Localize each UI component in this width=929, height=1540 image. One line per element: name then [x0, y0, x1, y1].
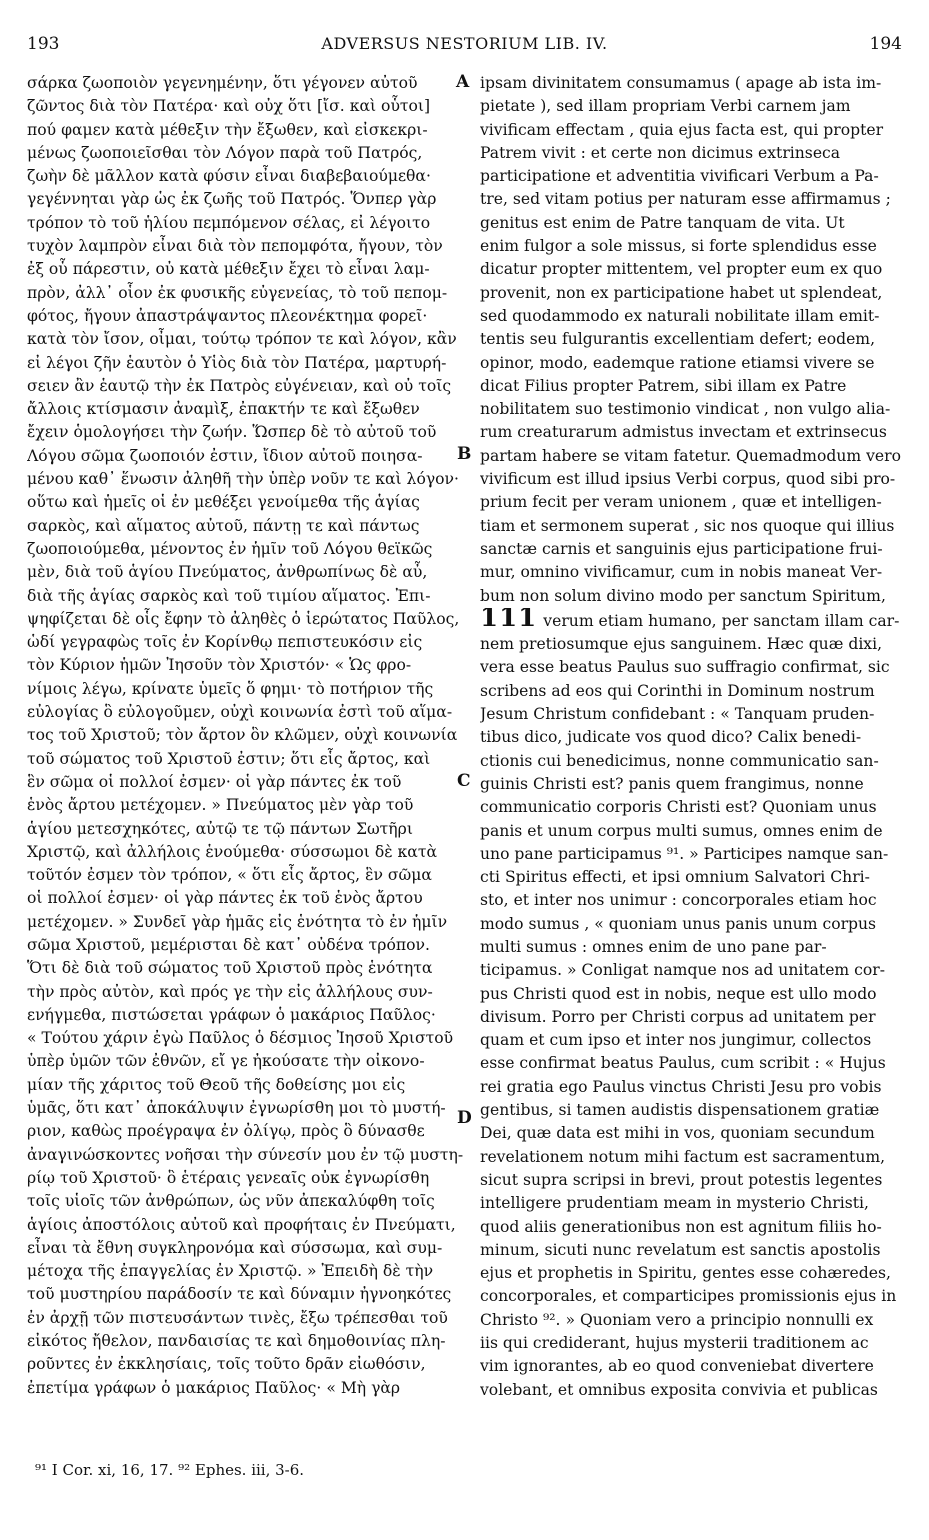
latin-text-line: ctionis cui benedicimus, nonne communicatio san-: [480, 751, 879, 770]
greek-text-line: ἀναγινώσκοντες νοῆσαι τὴν σύνεσίν μου ἐν τῷ μυστη-: [27, 1145, 464, 1164]
latin-text-line: sicut supra scripsi in brevi, prout potestis legentes: [480, 1170, 883, 1189]
greek-text-line: τος τοῦ Χριστοῦ; τὸν ἄρτον ὃν κλῶμεν, οὐχὶ κοινωνία: [27, 726, 458, 745]
greek-text-line: σειεν ἂν ἑαυτῷ τὴν ἐκ Πατρὸς εὐγένειαν, καὶ οὐ τοῖς: [27, 376, 452, 395]
margin-marker-d: D: [457, 1108, 472, 1128]
greek-text-line: μίαν τῆς χάριτος τοῦ Θεοῦ τῆς δοθείσης μοι εἰς: [27, 1075, 406, 1094]
greek-text-line: ἔχειν ὁμολογήσει τὴν ζωήν. Ὥσπερ δὲ τὸ αὐτοῦ τοῦ: [27, 423, 437, 442]
latin-text-line: ipsam divinitatem consumamus ( apage ab ista im-: [480, 74, 882, 92]
greek-text-line: οἱ πολλοί ἐσμεν· οἱ γὰρ πάντες ἐκ τοῦ ἑνὸς ἄρτου: [27, 889, 423, 908]
latin-text-line: nem pretiosumque ejus sanguinem. Hæc quæ dixi,: [480, 635, 883, 654]
greek-text-line: μετέχομεν. » Συνδεῖ γὰρ ἡμᾶς εἰς ἑνότητα τὸ ἐν ἡμῖν: [27, 912, 448, 931]
latin-text-line: nobilitatem suo testimonio vindicat , non vulgo alia-: [480, 400, 891, 419]
greek-text-line: πρὸν, ἀλλ᾽ οἷον ἐκ φυσικῆς εὐγενείας, τὸ τοῦ πεπομ-: [27, 283, 448, 302]
greek-text-line: τοῦτόν ἐσμεν τὸν τρόπον, « ὅτι εἷς ἄρτος, ἓν σῶμα: [27, 866, 432, 885]
page-number-right: 194: [869, 34, 902, 54]
greek-text-line: Λόγου σῶμα ζωοποιόν ἐστιν, ἴδιον αὐτοῦ ποιησα-: [27, 446, 423, 465]
greek-text-line: ὑπὲρ ὑμῶν τῶν ἐθνῶν, εἴ γε ἠκούσατε τὴν οἰκονο-: [27, 1052, 425, 1071]
latin-text-line: volebant, et omnibus exposita convivia et publicas: [480, 1380, 878, 1399]
greek-text-line: ἐξ οὗ πάρεστιν, οὐ κατὰ μέθεξιν ἔχει τὸ εἶναι λαμ-: [27, 260, 430, 279]
latin-text-line: esse confirmat beatus Paulus, cum scribit : « Hujus: [480, 1054, 886, 1073]
greek-text-line: τοῖς υἱοῖς τῶν ἀνθρώπων, ὡς νῦν ἀπεκαλύφθη τοῖς: [27, 1192, 435, 1211]
greek-text-line: νίμοις λέγω, κρίνατε ὑμεῖς ὅ φημι· τὸ ποτήριον τῆς: [27, 679, 434, 698]
greek-text-line: ὡδί γεγραφὼς τοῖς ἐν Κορίνθῳ πεπιστευκόσιν εἰς: [27, 633, 423, 652]
greek-text-line: Ὅτι δὲ διὰ τοῦ σώματος τοῦ Χριστοῦ πρὸς ἑνότητα: [27, 959, 433, 978]
greek-text-line: ψηφίζεται δὲ οἷς ἔφην τὸ ἀληθὲς ὁ ἱερώτατος Παῦλος,: [27, 609, 460, 628]
greek-text-line: σάρκα ζωοποιὸν γεγενημένην, ὅτι γέγονεν αὐτοῦ: [27, 74, 418, 92]
greek-text-line: διὰ τῆς ἁγίας σαρκὸς καὶ τοῦ τιμίου αἵματος. Ἐπι-: [27, 586, 431, 605]
latin-text-line: communicatio corporis Christi est? Quoniam unus: [480, 798, 877, 817]
greek-text-line: τυχὸν λαμπρὸν εἶναι διὰ τὸν πεπομφότα, ἤγουν, τὸν: [27, 237, 443, 256]
latin-text-line: quod aliis generationibus non est agnitum filiis ho-: [480, 1217, 882, 1236]
greek-text-line: Χριστῷ, καὶ ἀλλήλοις ἑνούμεθα· σύσσωμοι δὲ κατὰ: [27, 842, 437, 861]
greek-text-line: εἰκότος ἤθελον, πανδαισίας τε καὶ δημοθοινίας πλη-: [27, 1332, 446, 1351]
greek-text-line: μένου καθ᾽ ἕνωσιν ἀληθῆ τὴν ὑπὲρ νοῦν τε καὶ λόγον·: [27, 470, 459, 489]
latin-text-line: minum, sicuti nunc revelatum est sanctis apostolis: [480, 1240, 881, 1259]
greek-text-line: μένως ζωοποιεῖσθαι τὸν Λόγον παρὰ τοῦ Πατρός,: [27, 143, 423, 162]
footnotes: ⁹¹ I Cor. xi, 16, 17. ⁹² Ephes. iii, 3-6.: [35, 1461, 305, 1479]
latin-text-line: sed quodammodo ex naturali nobilitate illam emit-: [480, 306, 880, 325]
greek-text-column: [27, 72, 471, 1400]
greek-text-line: ἐπετίμα γράφων ὁ μακάριος Παῦλος· « Μὴ γὰρ: [27, 1378, 401, 1397]
latin-text-line: provenit, non ex participatione habet ut splendeat,: [480, 283, 883, 302]
greek-text-line: ἄλλοις κτίσμασιν ἀναμὶξ, ἐπακτήν τε καὶ ἔξωθεν: [27, 400, 420, 419]
latin-text-line: tre, sed vitam potius per naturam esse affirmamus ;: [480, 190, 891, 209]
latin-text-line: sanctæ carnis et sanguinis ejus participatione frui-: [480, 539, 883, 558]
margin-marker-b: B: [457, 444, 472, 464]
greek-text-line: εὐλογίας ὃ εὐλογοῦμεν, οὐχὶ κοινωνία ἐστὶ τοῦ αἵμα-: [27, 703, 453, 722]
latin-text-line: sto, et inter nos unimur : concorporales etiam hoc: [480, 891, 877, 910]
latin-text-line: scribens ad eos qui Corinthi in Dominum nostrum: [480, 681, 875, 700]
greek-text-line: ριον, καθὼς προέγραψα ἐν ὀλίγῳ, πρὸς ὃ δύνασθε: [27, 1122, 425, 1141]
latin-text-line: modo sumus , « quoniam unus panis unum corpus: [480, 914, 877, 933]
latin-text-line: partam habere se vitam fatetur. Quemadmodum vero: [480, 446, 901, 465]
greek-text-line: ἐν ἀρχῇ τῶν πιστευσάντων τινὲς, ἔξω τρέπεσθαι τοῦ: [27, 1308, 448, 1327]
running-title: ADVERSUS NESTORIUM LIB. IV.: [321, 34, 608, 53]
greek-text-line: σαρκὸς, καὶ αἵματος αὐτοῦ, πάντῃ τε καὶ πάντως: [27, 516, 420, 535]
text-line-content: verum etiam humano, per sanctam illam car-: [543, 611, 900, 630]
greek-text-line: σῶμα Χριστοῦ, μεμέρισται δὲ κατ᾽ οὐδένα τρόπον.: [27, 935, 430, 954]
latin-text-line: tentis seu fulgurantis excellentiam defert; eodem,: [480, 330, 876, 349]
latin-text-line: vivificam effectam , quia ejus facta est, qui propter: [480, 120, 884, 139]
latin-text-line: Dei, quæ data est mihi in vos, quoniam secundum: [480, 1124, 875, 1143]
latin-text-line: vim ignorantes, ab eo quod conveniebat divertere: [480, 1357, 874, 1376]
greek-text-line: τὴν πρὸς αὐτὸν, καὶ πρός γε τὴν εἰς ἀλλήλους συν-: [27, 982, 433, 1001]
page-header: [0, 0, 929, 60]
page-number-left: 193: [27, 34, 60, 54]
greek-text-line: τοῦ σώματος τοῦ Χριστοῦ ἐστιν; ὅτι εἷς ἄρτος, καὶ: [27, 749, 431, 768]
latin-text-line: pietate ), sed illam propriam Verbi carnem jam: [480, 97, 851, 116]
latin-text-line: dicatur propter mittentem, vel propter eum ex quo: [480, 260, 883, 279]
greek-text-line: γεγέννηται γὰρ ὡς ἐκ ζωῆς τοῦ Πατρός. Ὅνπερ γὰρ: [27, 190, 437, 209]
margin-marker-c: C: [457, 771, 471, 791]
greek-text-line: φότος, ἤγουν ἀπαστράψαντος πλεονέκτημα φορεῖ·: [27, 306, 428, 325]
latin-text-line: rei gratia ego Paulus vinctus Christi Jesu pro vobis: [480, 1077, 882, 1096]
greek-text-line: τοῦ μυστηρίου παράδοσίν τε καὶ δύναμιν ἠγνοηκότες: [27, 1285, 452, 1304]
latin-text-line: divisum. Porro per Christi corpus ad unitatem per: [480, 1007, 876, 1026]
greek-text-line: μέτοχα τῆς ἐπαγγελίας ἐν Χριστῷ. » Ἐπειδὴ δὲ τὴν: [27, 1262, 434, 1281]
latin-text-line: genitus est enim de Patre tanquam de vita. Ut: [480, 213, 845, 232]
latin-text-line: iis qui crediderant, hujus mysterii traditionem ac: [480, 1334, 869, 1353]
latin-text-line: tibus dico, judicate vos quod dico? Calix benedi-: [480, 728, 862, 747]
latin-text-line: guinis Christi est? panis quem frangimus, nonne: [480, 774, 864, 793]
latin-text-line: concorporales, et comparticipes promissionis ejus in: [480, 1287, 897, 1306]
latin-text-line: mur, omnino vivificamur, cum in nobis maneat Ver-: [480, 563, 883, 582]
greek-text-line: τὸν Κύριον ἡμῶν Ἰησοῦν τὸν Χριστόν· « Ὡς φρο-: [27, 656, 412, 675]
greek-text-line: ἓν σῶμα οἱ πολλοί ἐσμεν· οἱ γὰρ πάντες ἐκ τοῦ: [27, 772, 402, 791]
greek-text-line: ζωοποιούμεθα, μένοντος ἐν ἡμῖν τοῦ Λόγου θεϊκῶς: [27, 539, 433, 558]
column-number: 111: [480, 607, 538, 633]
greek-text-line: ενήγμεθα, πιστώσεται γράφων ὁ μακάριος Παῦλος·: [27, 1005, 436, 1024]
greek-text-line: μὲν, διὰ τοῦ ἁγίου Πνεύματος, ἀνθρωπίνως δὲ αὖ,: [27, 563, 428, 582]
latin-text-line: Jesum Christum confidebant : « Tanquam pruden-: [480, 705, 875, 724]
latin-text-line: Patrem vivit : et certe non dicimus extrinseca: [480, 143, 841, 162]
latin-text-line: participatione et adventitia vivificari Verbum a Pa-: [480, 167, 879, 186]
latin-text-line: panis et unum corpus multi sumus, omnes enim de: [480, 821, 883, 840]
latin-text-line: vivificum est illud ipsius Verbi corpus, quod sibi pro-: [480, 470, 896, 489]
latin-text-line: bum non solum divino modo per sanctum Spiritum,: [480, 586, 886, 605]
latin-text-line: Christo ⁹². » Quoniam vero a principio nonnulli ex: [480, 1310, 874, 1329]
latin-text-line: prium fecit per veram unionem , quæ et intelligen-: [480, 493, 882, 512]
greek-text-line: ἁγίοις ἀποστόλοις αὐτοῦ καὶ προφήταις ἐν Πνεύματι,: [27, 1215, 456, 1234]
latin-text-line: vera esse beatus Paulus suo suffragio confirmat, sic: [480, 658, 890, 677]
greek-text-line: εἶναι τὰ ἔθνη συγκληρονόμα καὶ σύσσωμα, καὶ συμ-: [27, 1238, 443, 1257]
latin-text-line: tiam et sermonem superat , sic nos quoque qui illius: [480, 516, 895, 535]
latin-text-line: enim fulgor a sole missus, si forte splendidus esse: [480, 237, 877, 256]
latin-text-line: rum creaturarum admistus invectam et extrinsecus: [480, 423, 887, 442]
latin-text-line: cti Spiritus effecti, et ipsi omnium Salvatori Chri-: [480, 868, 870, 887]
greek-text-line: « Τούτου χάριν ἐγὼ Παῦλος ὁ δέσμιος Ἰησοῦ Χριστοῦ: [27, 1029, 454, 1048]
greek-text-line: ρίῳ τοῦ Χριστοῦ· ὃ ἑτέραις γενεαῖς οὐκ ἐγνωρίσθη: [27, 1168, 430, 1187]
latin-text-line: uno pane participamus ⁹¹. » Participes namque san-: [480, 844, 889, 863]
greek-text-line: πού φαμεν κατὰ μέθεξιν τὴν ἔξωθεν, καὶ εἰσκεκρι-: [27, 120, 428, 139]
greek-text-line: ἑνὸς ἄρτου μετέχομεν. » Πνεύματος μὲν γὰρ τοῦ: [27, 796, 414, 815]
latin-text-line: opinor, modo, eademque ratione etiamsi vivere se: [480, 353, 875, 372]
latin-text-line: pus Christi quod est in nobis, neque est ullo modo: [480, 984, 877, 1003]
latin-text-line: gentibus, si tamen audistis dispensationem gratiæ: [480, 1101, 880, 1120]
greek-text-line: κατὰ τὸν ἴσον, οἶμαι, τούτῳ τρόπον τε καὶ λόγον, κἂν: [27, 330, 457, 349]
latin-text-line: ejus et prophetis in Spiritu, gentes esse cohæredes,: [480, 1264, 891, 1283]
latin-text-line: ticipamus. » Conligat namque nos ad unitatem cor-: [480, 961, 886, 980]
latin-text-line: dicat Filius propter Patrem, sibi illam ex Patre: [480, 376, 847, 395]
latin-text-line: quam et cum ipso et inter nos jungimur, collectos: [480, 1031, 872, 1050]
greek-text-line: ζωὴν δὲ μᾶλλον κατὰ φύσιν εἶναι διαβεβαιούμεθα·: [27, 167, 431, 186]
greek-text-line: τρόπον τὸ τοῦ ἡλίου πεμπόμενον σέλας, εἰ λέγοιτο: [27, 213, 431, 232]
latin-text-line: [480, 608, 904, 633]
latin-text-column: [480, 72, 904, 1402]
greek-text-line: ὑμᾶς, ὅτι κατ᾽ ἀποκάλυψιν ἐγνωρίσθη μοι τὸ μυστή-: [27, 1099, 446, 1118]
latin-text-line: intelligere prudentiam meam in mysterio Christi,: [480, 1194, 869, 1213]
latin-text-line: multi sumus : omnes enim de uno pane par-: [480, 937, 827, 956]
latin-text-line: revelationem notum mihi factum est sacramentum,: [480, 1147, 886, 1166]
greek-text-line: ζῶντος διὰ τὸν Πατέρα· καὶ οὐχ ὅτι [ἴσ. καὶ οὗτοι]: [27, 97, 431, 116]
margin-marker-a: A: [456, 72, 470, 92]
greek-text-line: οὕτω καὶ ἡμεῖς οἱ ἐν μεθέξει γενοίμεθα τῆς ἁγίας: [27, 493, 420, 512]
greek-text-line: ἁγίου μετεσχηκότες, αὐτῷ τε τῷ πάντων Σωτῆρι: [27, 819, 413, 838]
greek-text-line: εἰ λέγοι ζῆν ἑαυτὸν ὁ Υἱὸς διὰ τὸν Πατέρα, μαρτυρή-: [27, 353, 447, 372]
greek-text-line: ροῦντες ἐν ἐκκλησίαις, τοῖς τοῦτο δρᾶν εἰωθόσιν,: [27, 1355, 426, 1374]
